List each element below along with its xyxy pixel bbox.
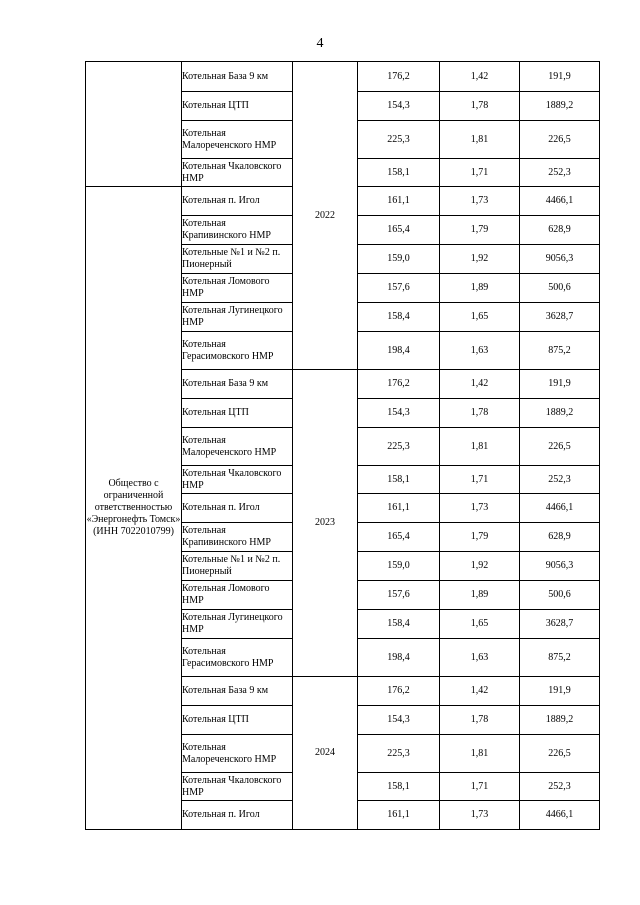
value-3: 9056,3 — [520, 245, 600, 274]
value-1: 198,4 — [358, 332, 440, 370]
value-1: 157,6 — [358, 581, 440, 610]
value-2: 1,42 — [440, 677, 520, 706]
boiler-name: Котельная База 9 км — [182, 370, 293, 399]
value-3: 628,9 — [520, 216, 600, 245]
boiler-name: Котельные №1 и №2 п. Пионерный — [182, 552, 293, 581]
year-cell: 2022 — [293, 62, 358, 370]
value-2: 1,42 — [440, 370, 520, 399]
boiler-name: Котельная Чкаловского НМР — [182, 466, 293, 494]
value-2: 1,71 — [440, 773, 520, 801]
boiler-name: Котельная Малореченского НМР — [182, 428, 293, 466]
value-2: 1,78 — [440, 92, 520, 121]
value-1: 158,1 — [358, 159, 440, 187]
value-3: 875,2 — [520, 332, 600, 370]
value-1: 159,0 — [358, 552, 440, 581]
boiler-name: Котельная Крапивинского НМР — [182, 216, 293, 245]
boiler-name: Котельная Ломового НМР — [182, 274, 293, 303]
organization-cell-continued — [86, 62, 182, 187]
value-3: 226,5 — [520, 428, 600, 466]
value-1: 154,3 — [358, 399, 440, 428]
boiler-name: Котельная Герасимовского НМР — [182, 639, 293, 677]
value-3: 4466,1 — [520, 494, 600, 523]
value-3: 9056,3 — [520, 552, 600, 581]
value-2: 1,81 — [440, 121, 520, 159]
boiler-name: Котельная Чкаловского НМР — [182, 159, 293, 187]
boiler-name: Котельная ЦТП — [182, 706, 293, 735]
boiler-name: Котельные №1 и №2 п. Пионерный — [182, 245, 293, 274]
value-1: 161,1 — [358, 187, 440, 216]
value-1: 161,1 — [358, 801, 440, 830]
page-number: 4 — [316, 36, 324, 51]
value-3: 4466,1 — [520, 801, 600, 830]
value-2: 1,73 — [440, 801, 520, 830]
boiler-name: Котельная Малореченского НМР — [182, 735, 293, 773]
value-2: 1,65 — [440, 610, 520, 639]
value-3: 500,6 — [520, 274, 600, 303]
value-1: 161,1 — [358, 494, 440, 523]
value-1: 176,2 — [358, 370, 440, 399]
boiler-name: Котельная Малореченского НМР — [182, 121, 293, 159]
value-3: 252,3 — [520, 773, 600, 801]
value-2: 1,78 — [440, 399, 520, 428]
value-2: 1,73 — [440, 187, 520, 216]
boiler-name: Котельная Лугинецкого НМР — [182, 303, 293, 332]
boiler-name: Котельная ЦТП — [182, 399, 293, 428]
value-3: 226,5 — [520, 735, 600, 773]
boiler-name: Котельная Лугинецкого НМР — [182, 610, 293, 639]
value-3: 1889,2 — [520, 399, 600, 428]
boiler-name: Котельная Чкаловского НМР — [182, 773, 293, 801]
value-3: 252,3 — [520, 466, 600, 494]
value-2: 1,65 — [440, 303, 520, 332]
value-1: 158,1 — [358, 466, 440, 494]
value-1: 165,4 — [358, 523, 440, 552]
value-3: 500,6 — [520, 581, 600, 610]
boiler-name: Котельная Ломового НМР — [182, 581, 293, 610]
boiler-name: Котельная База 9 км — [182, 677, 293, 706]
value-3: 252,3 — [520, 159, 600, 187]
value-3: 3628,7 — [520, 610, 600, 639]
value-2: 1,81 — [440, 735, 520, 773]
boiler-name: Котельная ЦТП — [182, 92, 293, 121]
value-1: 225,3 — [358, 735, 440, 773]
value-2: 1,89 — [440, 274, 520, 303]
value-1: 176,2 — [358, 677, 440, 706]
value-2: 1,73 — [440, 494, 520, 523]
year-cell: 2023 — [293, 370, 358, 677]
value-2: 1,42 — [440, 62, 520, 92]
value-3: 191,9 — [520, 677, 600, 706]
table-row — [86, 62, 600, 92]
boiler-name: Котельная п. Игол — [182, 494, 293, 523]
value-2: 1,78 — [440, 706, 520, 735]
value-2: 1,63 — [440, 332, 520, 370]
boiler-name: Котельная База 9 км — [182, 62, 293, 92]
value-2: 1,63 — [440, 639, 520, 677]
value-1: 176,2 — [358, 62, 440, 92]
value-1: 158,4 — [358, 610, 440, 639]
value-1: 165,4 — [358, 216, 440, 245]
value-3: 3628,7 — [520, 303, 600, 332]
value-1: 225,3 — [358, 428, 440, 466]
year-cell: 2024 — [293, 677, 358, 830]
value-3: 1889,2 — [520, 706, 600, 735]
heat-tariff-table — [85, 61, 600, 830]
value-1: 154,3 — [358, 92, 440, 121]
value-1: 198,4 — [358, 639, 440, 677]
value-3: 875,2 — [520, 639, 600, 677]
value-1: 158,1 — [358, 773, 440, 801]
value-2: 1,71 — [440, 159, 520, 187]
boiler-name: Котельная п. Игол — [182, 187, 293, 216]
value-2: 1,71 — [440, 466, 520, 494]
value-3: 191,9 — [520, 370, 600, 399]
value-1: 159,0 — [358, 245, 440, 274]
boiler-name: Котельная Крапивинского НМР — [182, 523, 293, 552]
value-2: 1,79 — [440, 216, 520, 245]
value-2: 1,92 — [440, 552, 520, 581]
value-1: 154,3 — [358, 706, 440, 735]
organization-cell: Общество с ограниченной ответственностью «Энергонефть Томск» (ИНН 7022010799) — [86, 187, 182, 830]
boiler-name: Котельная Герасимовского НМР — [182, 332, 293, 370]
value-3: 226,5 — [520, 121, 600, 159]
value-2: 1,92 — [440, 245, 520, 274]
value-3: 628,9 — [520, 523, 600, 552]
boiler-name: Котельная п. Игол — [182, 801, 293, 830]
value-2: 1,79 — [440, 523, 520, 552]
value-1: 225,3 — [358, 121, 440, 159]
value-3: 1889,2 — [520, 92, 600, 121]
value-1: 158,4 — [358, 303, 440, 332]
value-1: 157,6 — [358, 274, 440, 303]
value-2: 1,89 — [440, 581, 520, 610]
value-3: 4466,1 — [520, 187, 600, 216]
value-3: 191,9 — [520, 62, 600, 92]
value-2: 1,81 — [440, 428, 520, 466]
